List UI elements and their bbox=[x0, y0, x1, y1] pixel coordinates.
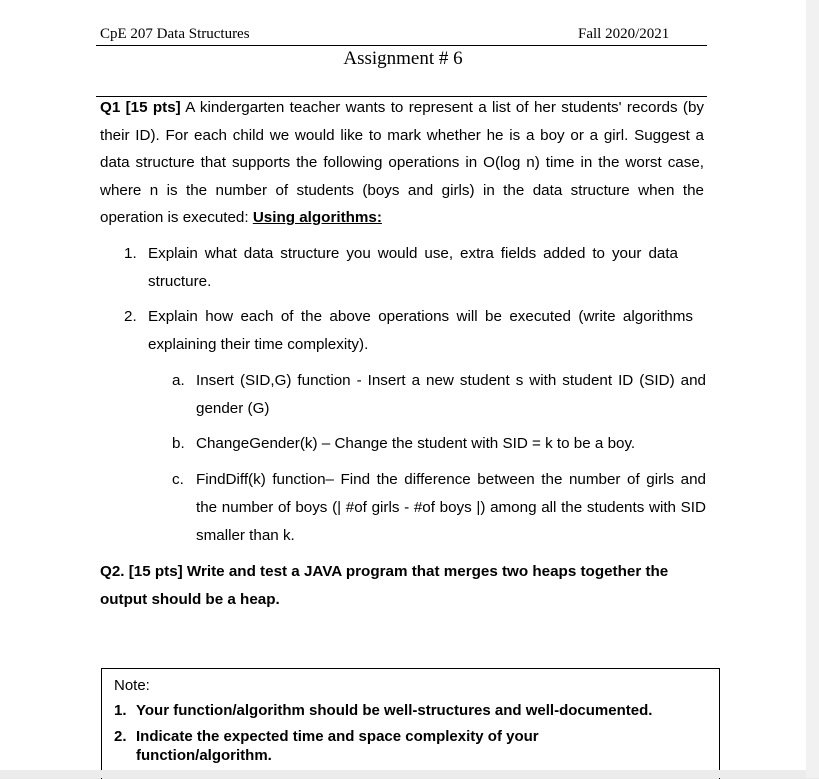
header-divider bbox=[96, 45, 707, 46]
note-number: 1. bbox=[114, 702, 127, 719]
list-text: Explain how each of the above operations will be executed (write algorithms explaining their time complexity). bbox=[148, 308, 693, 353]
sub-list-letter: a. bbox=[172, 372, 185, 389]
sub-list-letter: c. bbox=[172, 471, 184, 488]
q1-underlined: Using algorithms: bbox=[252, 209, 382, 226]
sub-list-letter: b. bbox=[172, 435, 185, 452]
q1-label: Q1 [15 pts] bbox=[100, 99, 181, 116]
q1-text: A kindergarten teacher wants to represent a list of her students' records (by their ID). For each child we would like to mark whether he is a boy or a girl. Suggest a data structure that supports the following operations in O(log n) time in the worst case, where n is the number of students (boys and girls) in the data structure when the operation is executed: bbox=[100, 99, 704, 226]
term-label: Fall 2020/2021 bbox=[578, 26, 670, 42]
sub-list-text: ChangeGender(k) – Change the student with SID = k to be a boy. bbox=[196, 435, 636, 452]
note-box bbox=[101, 668, 720, 779]
page-gap bbox=[0, 770, 806, 778]
note-title: Note: bbox=[114, 677, 150, 694]
note-text: Indicate the expected time and space complexity of your function/algorithm. bbox=[136, 728, 539, 764]
scrollbar-track[interactable] bbox=[806, 0, 819, 778]
question-1 bbox=[100, 94, 704, 232]
sub-list-text: Insert (SID,G) function - Insert a new student s with student ID (SID) and gender (G) bbox=[196, 372, 706, 417]
note-number: 2. bbox=[114, 728, 127, 745]
question-2: Q2. [15 pts] Write and test a JAVA program that merges two heaps together the output should be a heap. bbox=[100, 563, 669, 608]
page-title: Assignment # 6 bbox=[343, 48, 463, 69]
course-name: CpE 207 Data Structures bbox=[100, 26, 250, 42]
list-number: 2. bbox=[124, 308, 137, 325]
note-text: Your function/algorithm should be well-structures and well-documented. bbox=[136, 702, 653, 719]
list-text: Explain what data structure you would use, extra fields added to your data structure. bbox=[148, 245, 678, 290]
list-number: 1. bbox=[124, 245, 137, 262]
sub-list-text: FindDiff(k) function– Find the difference between the number of girls and the number of boys (| #of girls - #of boys |) among all the students with SID smaller than k. bbox=[196, 471, 706, 544]
